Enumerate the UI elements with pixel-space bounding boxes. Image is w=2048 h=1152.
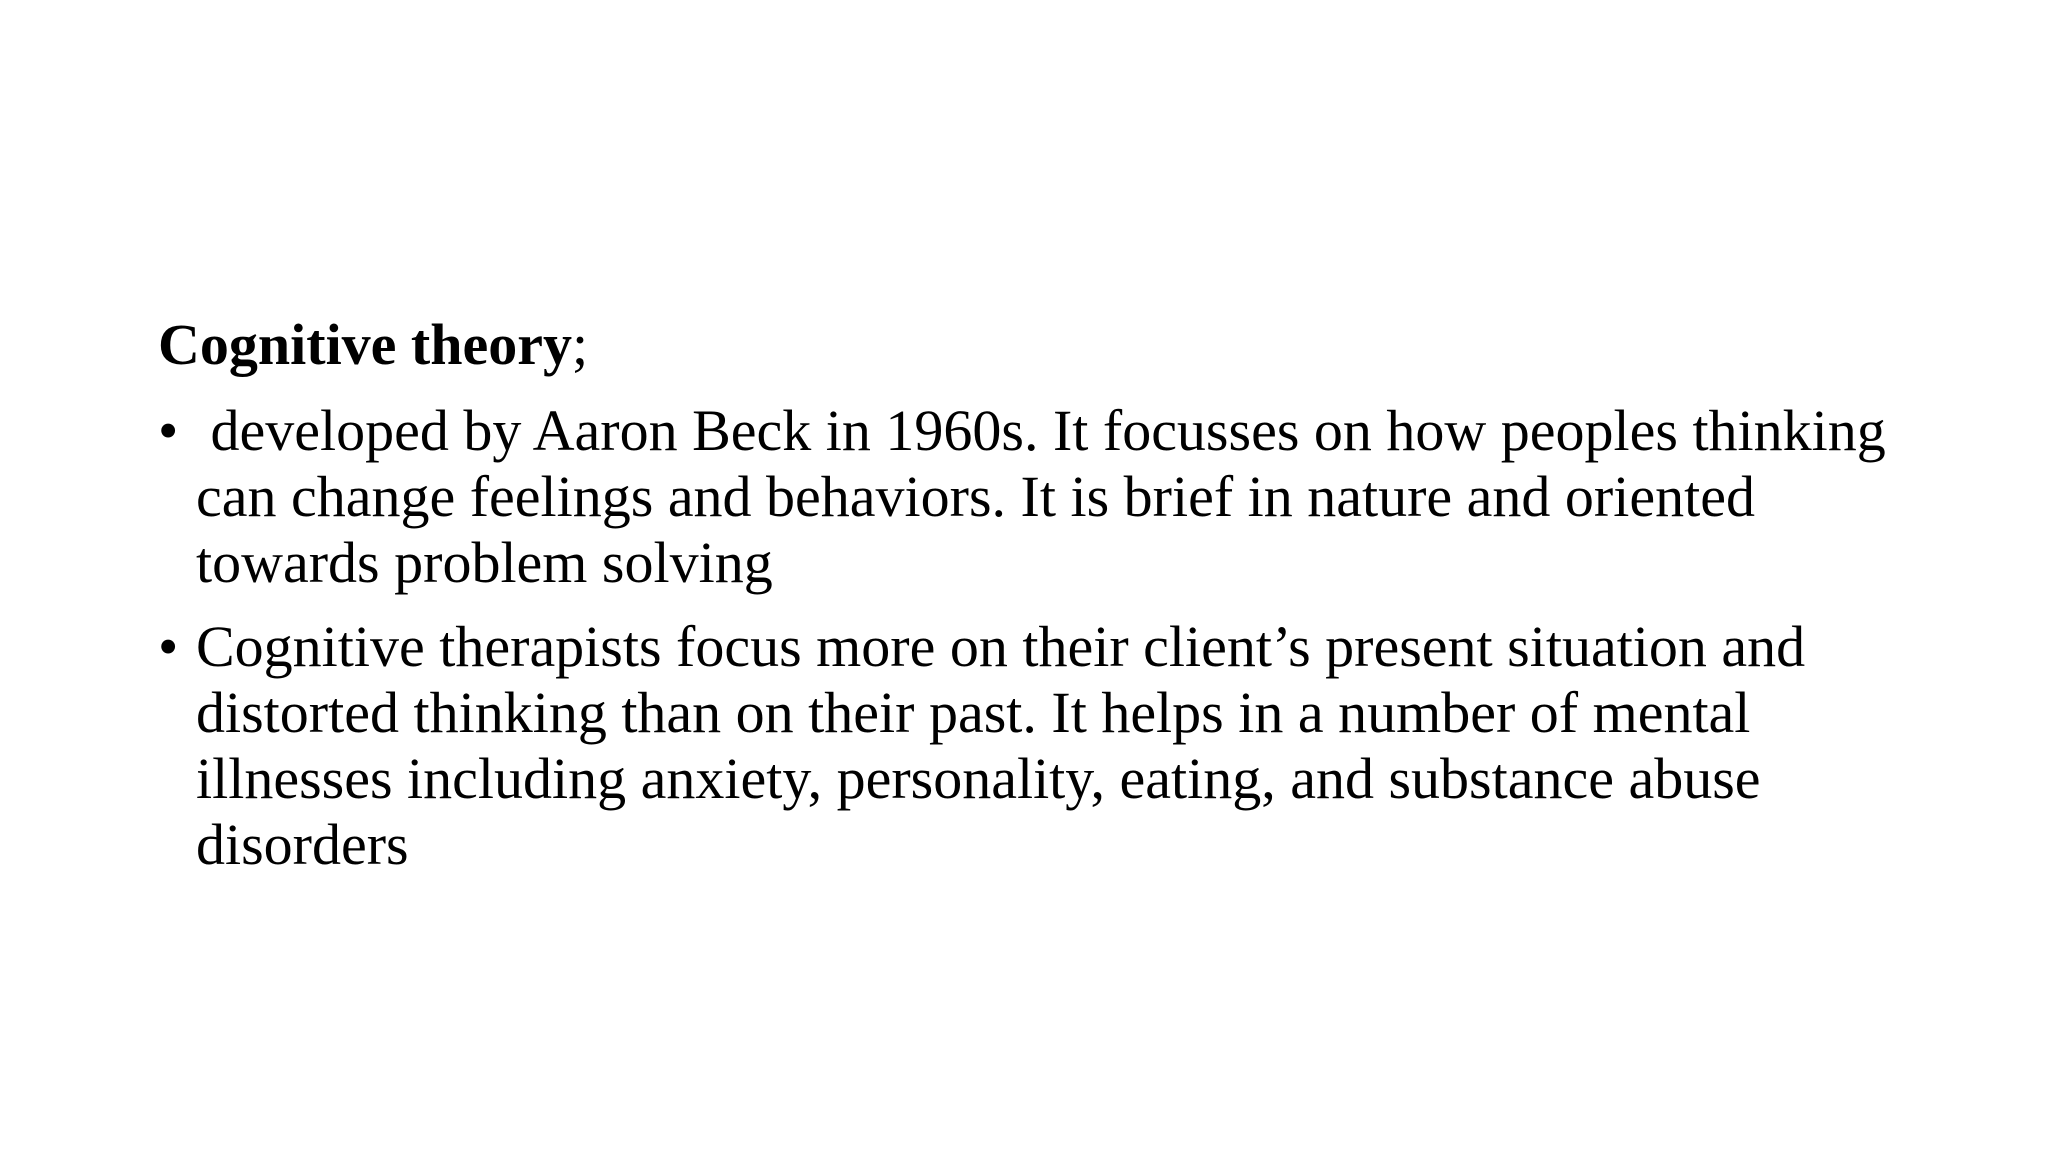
bullet-item bbox=[158, 398, 1918, 596]
bullet-item bbox=[158, 614, 1918, 878]
bullet-text: developed by Aaron Beck in 1960s. It focusses on how peoples thinking can change feelings and behaviors. It is brief in nature and oriented towards problem solving bbox=[196, 398, 1901, 595]
bullet-list bbox=[158, 398, 1918, 878]
heading-suffix: ; bbox=[572, 312, 589, 377]
bullet-icon: • bbox=[158, 614, 179, 679]
heading-bold-text: Cognitive theory bbox=[158, 312, 572, 377]
slide-content bbox=[158, 312, 1918, 896]
bullet-icon: • bbox=[158, 398, 179, 463]
bullet-text: Cognitive therapists focus more on their client’s present situation and distorted thinking than on their past. It helps in a number of mental illnesses including anxiety, personality, eating, and substance abuse disorders bbox=[196, 614, 1820, 877]
slide-heading bbox=[158, 312, 1918, 378]
